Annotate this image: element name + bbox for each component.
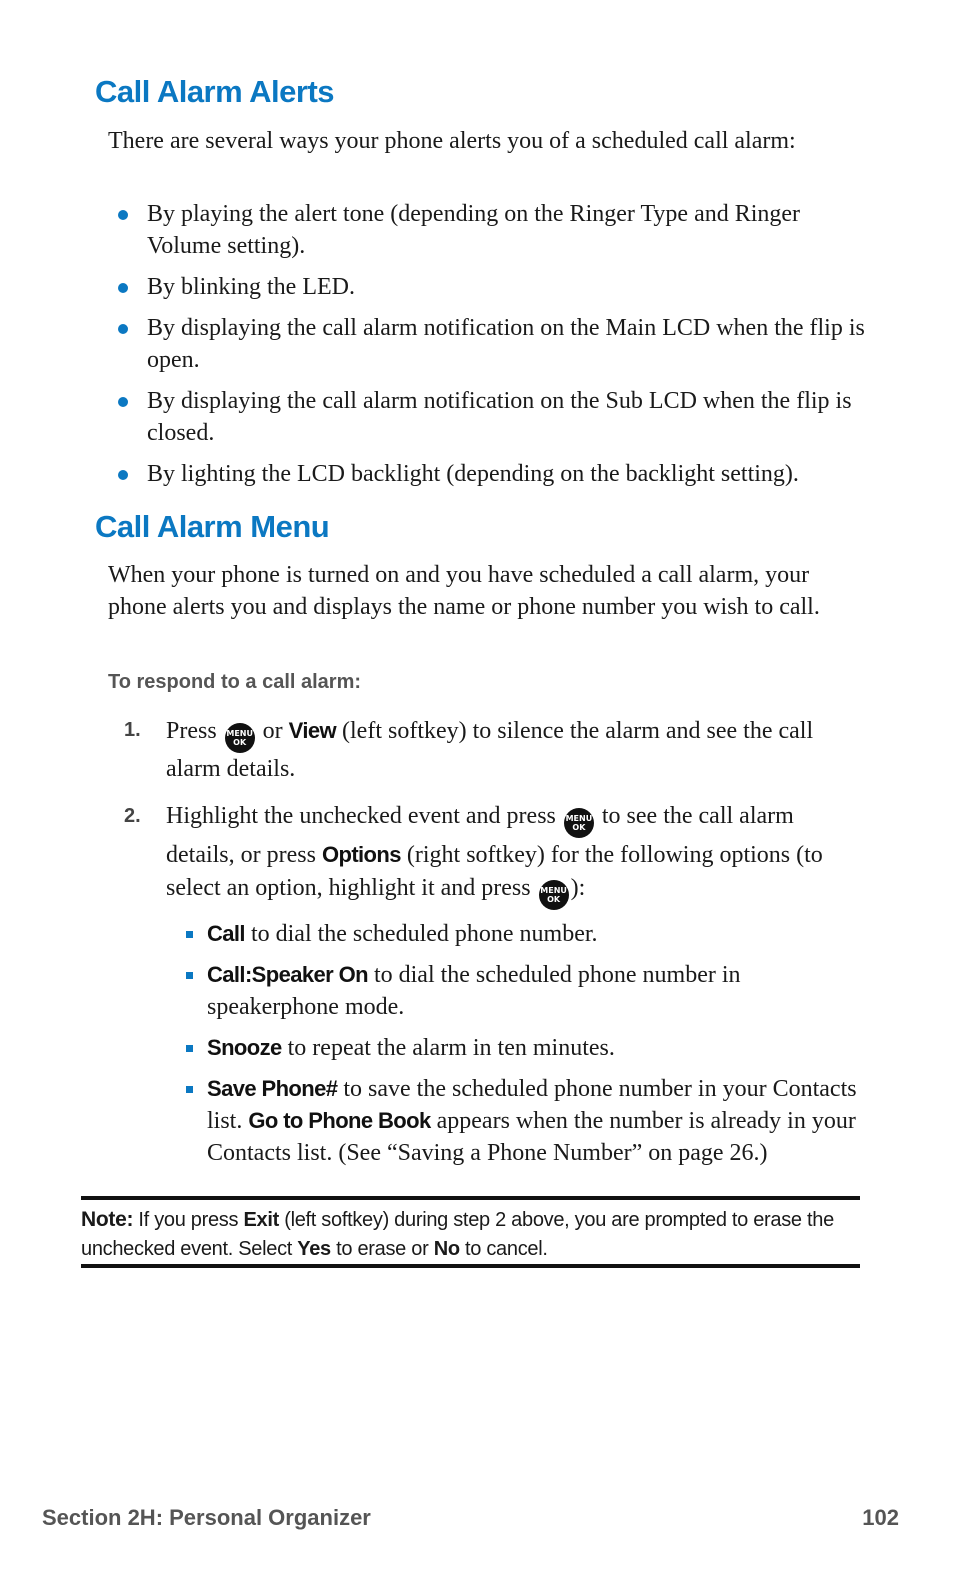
square-bullet-icon (186, 972, 193, 979)
section-title-call-alarm-menu: Call Alarm Menu (95, 509, 330, 544)
square-bullet-icon (186, 1045, 193, 1052)
square-bullet-icon (186, 1086, 193, 1093)
list-item: By playing the alert tone (depending on the Ringer Type and Ringer Volume setting). (108, 198, 868, 262)
alerts-intro: There are several ways your phone alerts you of a scheduled call alarm: (108, 128, 796, 154)
step-number: 1. (124, 719, 141, 741)
option-item: Snooze to repeat the alarm in ten minutes. (166, 1032, 868, 1064)
bullet-dot-icon (118, 283, 128, 293)
bullet-dot-icon (118, 210, 128, 220)
option-item: Save Phone# to save the scheduled phone number in your Contacts list. Go to Phone Book appears when the number is already in your Contacts list. (See “Saving a Phone Number” on page 26.) (166, 1073, 868, 1169)
square-bullet-icon (186, 931, 193, 938)
menu-ok-key-icon: MENU OK (564, 808, 594, 838)
footer-page-number: 102 (862, 1505, 899, 1530)
step-1: 1. Press MENU OK or View (left softkey) to silence the alarm and see the call alarm details. (108, 714, 868, 786)
option-item: Call to dial the scheduled phone number. (166, 918, 868, 950)
alerts-list (108, 198, 868, 499)
procedure-subhead: To respond to a call alarm: (108, 671, 362, 693)
bullet-dot-icon (118, 324, 128, 334)
note-label: Note: (81, 1208, 134, 1231)
step-number: 2. (124, 805, 141, 827)
option-item: Call:Speaker On to dial the scheduled phone number in speakerphone mode. (166, 959, 868, 1023)
list-item: By displaying the call alarm notification on the Sub LCD when the flip is closed. (108, 385, 868, 449)
procedure-steps (108, 714, 868, 1183)
options-list (166, 918, 868, 1169)
section-title-call-alarm-alerts: Call Alarm Alerts (95, 74, 335, 109)
list-item: By blinking the LED. (108, 271, 868, 303)
bullet-dot-icon (118, 470, 128, 480)
menu-ok-key-icon: MENU OK (539, 880, 569, 910)
list-item: By lighting the LCD backlight (depending on the backlight setting). (108, 458, 868, 490)
bullet-dot-icon (118, 397, 128, 407)
softkey-options-label: Options (321, 842, 401, 867)
menu-ok-key-icon: MENU OK (225, 723, 255, 753)
footer-section: Section 2H: Personal Organizer (42, 1505, 371, 1530)
step-2: 2. Highlight the unchecked event and press MENU OK to see the call alarm details, or press Options (right softkey) for the following options (to select an option, highlight it and press MENU OK ): Call to dial the scheduled phone number. Call:Speaker On to dial the scheduled phone number in speakerphone mode. Snooze to repeat the alarm in ten minutes. Save Phone# to save the scheduled phone number in your Contacts list. Go to Phone Book appears when the number is already in your Contacts list. (See “Saving a Phone Number” on page 26.) (108, 800, 868, 1169)
menu-intro: When your phone is turned on and you have scheduled a call alarm, your phone alerts you and displays the name or phone number you wish to call. (108, 562, 820, 620)
softkey-view-label: View (288, 718, 337, 743)
list-item: By displaying the call alarm notification on the Main LCD when the flip is open. (108, 312, 868, 376)
note-box: Note: If you press Exit (left softkey) during step 2 above, you are prompted to erase the unchecked event. Select Yes to erase or No to cancel. (81, 1196, 860, 1268)
